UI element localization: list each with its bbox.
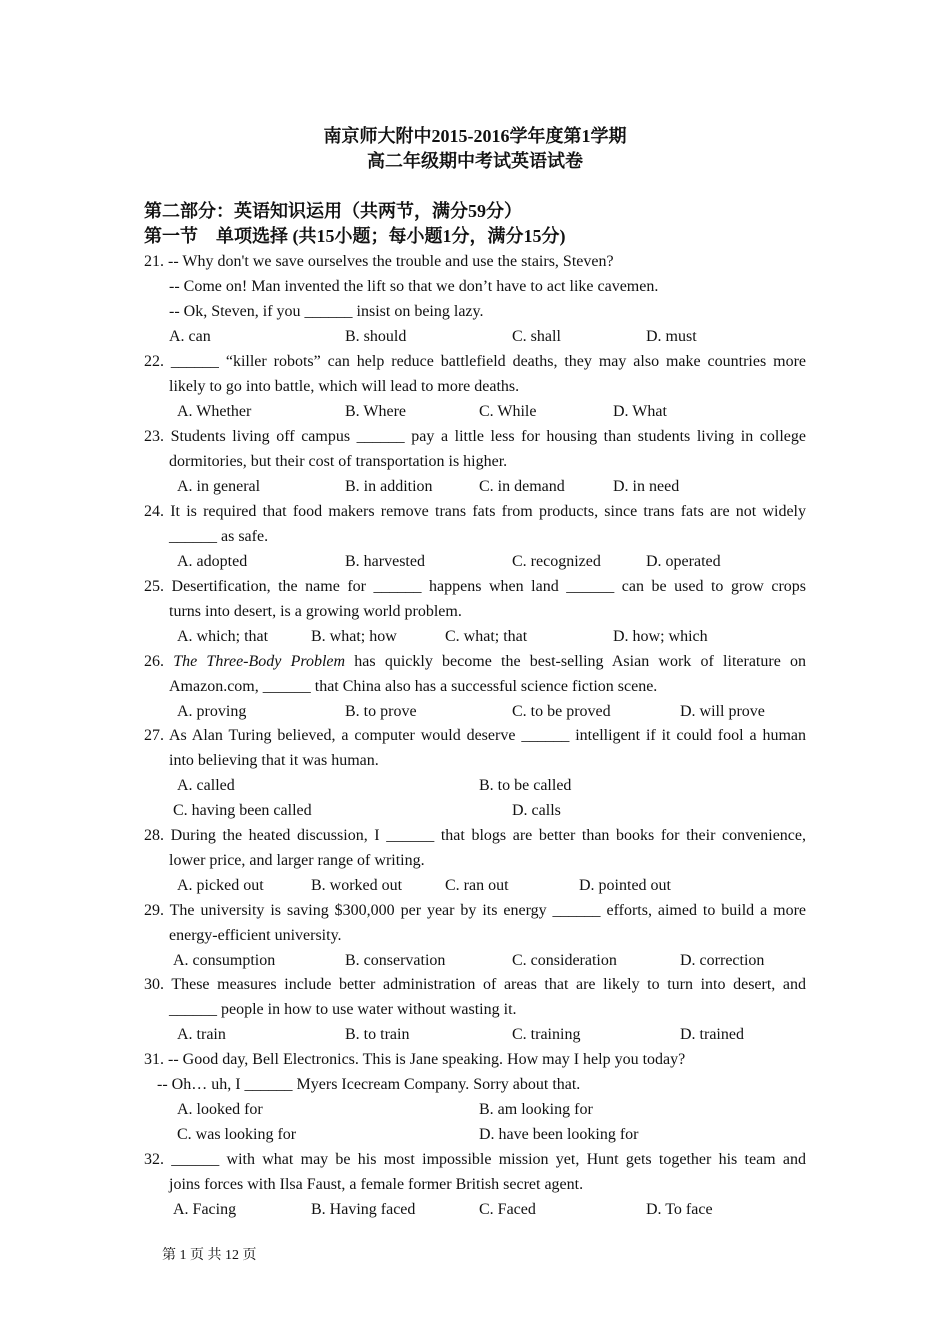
question-26-option-c: C. to be proved bbox=[512, 703, 611, 720]
question-21-stem: 21. -- Why don't we save ourselves the trouble and use the stairs, Steven? bbox=[144, 253, 614, 270]
question-24-option-a: A. adopted bbox=[177, 553, 248, 570]
question-30-stem-cont: ______ people in how to use water without wasting it. bbox=[169, 1001, 517, 1018]
question-21-dialogue-3: -- Ok, Steven, if you ______ insist on being lazy. bbox=[169, 303, 484, 320]
question-29-option-d: D. correction bbox=[680, 952, 765, 969]
question-32-stem: 32. ______ with what may be his most impossible mission yet, Hunt gets together his team and bbox=[144, 1151, 806, 1168]
question-21-option-c: C. shall bbox=[512, 328, 561, 345]
question-23-option-d: D. in need bbox=[613, 478, 680, 495]
question-23-stem: 23. Students living off campus ______ pay a little less for housing than students living in college bbox=[144, 428, 806, 445]
question-25-option-d: D. how; which bbox=[613, 628, 708, 645]
question-30-option-d: D. trained bbox=[680, 1026, 744, 1043]
question-24-option-b: B. harvested bbox=[345, 553, 425, 570]
question-28-stem-cont: lower price, and larger range of writing. bbox=[169, 852, 425, 869]
question-27-option-d: D. calls bbox=[512, 802, 561, 819]
question-24-stem: 24. It is required that food makers remove trans fats from products, since trans fats are not widely bbox=[144, 503, 806, 520]
question-26-stem-rest: has quickly become the best-selling Asian work of literature on bbox=[345, 653, 807, 670]
question-28-option-b: B. worked out bbox=[311, 877, 403, 894]
question-32-option-b: B. Having faced bbox=[311, 1201, 416, 1218]
question-27-stem: 27. As Alan Turing believed, a computer would deserve ______ intelligent if it could fool a human bbox=[144, 727, 806, 744]
question-21-option-a: A. can bbox=[169, 328, 211, 345]
question-23-option-a: A. in general bbox=[177, 478, 261, 495]
question-23-stem-cont: dormitories, but their cost of transportation is higher. bbox=[169, 453, 508, 470]
question-21-dialogue-2: -- Come on! Man invented the lift so that we don’t have to act like cavemen. bbox=[169, 278, 659, 295]
question-26-stem-cont: Amazon.com, ______ that China also has a successful science fiction scene. bbox=[169, 678, 658, 695]
question-25-stem: 25. Desertification, the name for ______ happens when land ______ can be used to grow crops bbox=[144, 578, 806, 595]
question-23-option-b: B. in addition bbox=[345, 478, 433, 495]
question-26-number: 26. bbox=[144, 653, 174, 670]
question-27-stem-cont: into believing that it was human. bbox=[169, 752, 379, 769]
question-27-option-b: B. to be called bbox=[479, 777, 572, 794]
exam-title-paper: 高二年级期中考试英语试卷 bbox=[367, 151, 583, 171]
question-30-option-a: A. train bbox=[177, 1026, 226, 1043]
question-25-option-c: C. what; that bbox=[445, 628, 528, 645]
question-22-option-c: C. While bbox=[479, 403, 537, 420]
page-number-footer: 第 1 页 共 12 页 bbox=[162, 1248, 257, 1263]
question-26-option-d: D. will prove bbox=[680, 703, 765, 720]
question-28-option-a: A. picked out bbox=[177, 877, 264, 894]
question-32-option-d: D. To face bbox=[646, 1201, 713, 1218]
question-32-stem-cont: joins forces with Ilsa Faust, a female former British secret agent. bbox=[169, 1176, 584, 1193]
question-26-stem bbox=[144, 649, 806, 674]
question-22-option-b: B. Where bbox=[345, 403, 407, 420]
question-31-option-b: B. am looking for bbox=[479, 1101, 593, 1118]
question-28-stem: 28. During the heated discussion, I ______ that blogs are better than books for their convenience, bbox=[144, 827, 806, 844]
question-32-option-c: C. Faced bbox=[479, 1201, 536, 1218]
question-30-option-b: B. to train bbox=[345, 1026, 410, 1043]
question-28-option-d: D. pointed out bbox=[579, 877, 671, 894]
question-27-option-c: C. having been called bbox=[173, 802, 312, 819]
question-32-option-a: A. Facing bbox=[173, 1201, 237, 1218]
question-21-option-d: D. must bbox=[646, 328, 697, 345]
part-heading: 第二部分：英语知识运用（共两节，满分59分） bbox=[144, 201, 522, 221]
question-26-option-b: B. to prove bbox=[345, 703, 417, 720]
question-28-option-c: C. ran out bbox=[445, 877, 509, 894]
question-31-option-a: A. looked for bbox=[177, 1101, 263, 1118]
question-22-option-d: D. What bbox=[613, 403, 667, 420]
question-26-option-a: A. proving bbox=[177, 703, 247, 720]
question-31-stem: 31. -- Good day, Bell Electronics. This is Jane speaking. How may I help you today? bbox=[144, 1051, 686, 1068]
question-31-option-d: D. have been looking for bbox=[479, 1126, 639, 1143]
question-24-option-d: D. operated bbox=[646, 553, 721, 570]
question-22-stem-cont: likely to go into battle, which will lead to more deaths. bbox=[169, 378, 520, 395]
question-29-stem: 29. The university is saving $300,000 per year by its energy ______ efforts, aimed to build a more bbox=[144, 902, 806, 919]
question-24-option-c: C. recognized bbox=[512, 553, 601, 570]
question-29-option-b: B. conservation bbox=[345, 952, 446, 969]
question-29-option-a: A. consumption bbox=[173, 952, 276, 969]
question-29-stem-cont: energy-efficient university. bbox=[169, 927, 342, 944]
question-21-option-b: B. should bbox=[345, 328, 407, 345]
question-22-stem: 22. ______ “killer robots” can help reduce battlefield deaths, they may also make countries more bbox=[144, 353, 806, 370]
question-31-dialogue-2: -- Oh… uh, I ______ Myers Icecream Company. Sorry about that. bbox=[157, 1076, 581, 1093]
question-24-stem-cont: ______ as safe. bbox=[169, 528, 269, 545]
question-27-option-a: A. called bbox=[177, 777, 235, 794]
question-30-stem: 30. These measures include better administration of areas that are likely to turn into desert, and bbox=[144, 976, 806, 993]
question-23-option-c: C. in demand bbox=[479, 478, 565, 495]
exam-title-school: 南京师大附中2015-2016学年度第1学期 bbox=[323, 126, 627, 146]
question-29-option-c: C. consideration bbox=[512, 952, 617, 969]
question-25-option-a: A. which; that bbox=[177, 628, 269, 645]
question-22-option-a: A. Whether bbox=[177, 403, 252, 420]
book-title: The Three-Body Problem bbox=[173, 653, 346, 670]
section-heading: 第一节 单项选择 (共15小题；每小题1分，满分15分) bbox=[144, 226, 566, 246]
question-25-stem-cont: turns into desert, is a growing world problem. bbox=[169, 603, 462, 620]
question-31-option-c: C. was looking for bbox=[177, 1126, 297, 1143]
question-30-option-c: C. training bbox=[512, 1026, 581, 1043]
question-25-option-b: B. what; how bbox=[311, 628, 397, 645]
